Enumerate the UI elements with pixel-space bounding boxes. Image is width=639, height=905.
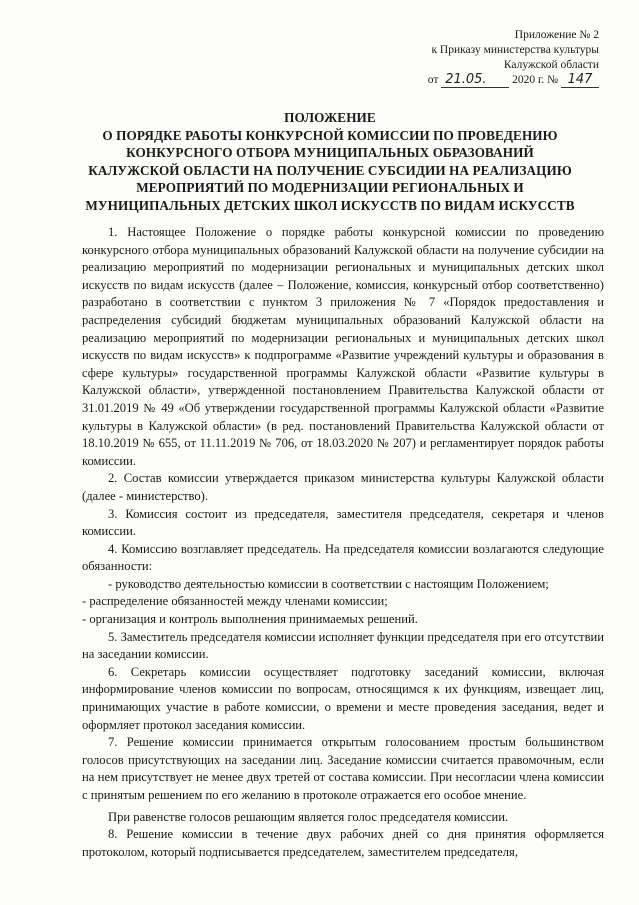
appendix-header (359, 28, 599, 88)
paragraph-5: 5. Заместитель председателя комиссии исполняет функции председателя при его отсутствии на заседании комиссии. (82, 629, 604, 662)
paragraph-7: 7. Решение комиссии принимается открытым голосованием простым большинством голосов присутствующих на заседании лиц. Заседание комиссии считается правомочным, если на нем присутствует не менее двух третей от состава комиссии. При несогласии члена комиссии с принятым решением по его желанию в протоколе отражается его особое мнение. (82, 735, 604, 802)
paragraph-4-item: - распределение обязанностей между членами комиссии; (82, 594, 388, 609)
handwritten-date: 21.05. (441, 73, 509, 88)
paragraph-8: 8. Решение комиссии в течение двух рабочих дней со дня принятия оформляется протоколом, который подписывается председателем, заместителем председателя, (82, 827, 604, 859)
title-line: ПОЛОЖЕНИЕ (284, 110, 376, 125)
paragraph-4-item: - организация и контроль выполнения принимаемых решений. (82, 612, 418, 627)
appendix-region: Калужской области (503, 59, 599, 71)
year-text: 2020 г. № (512, 74, 559, 86)
title-line: КАЛУЖСКОЙ ОБЛАСТИ НА ПОЛУЧЕНИЕ СУБСИДИИ НА РЕАЛИЗАЦИЮ (88, 162, 572, 178)
paragraph-7-note: При равенстве голосов решающим является голос председателя комиссии. (108, 809, 509, 824)
title-line: О ПОРЯДКЕ РАБОТЫ КОНКУРСНОЙ КОМИССИИ ПО ПРОВЕДЕНИЮ (102, 127, 558, 143)
paragraph-3: 3. Комиссия состоит из председателя, заместителя председателя, секретаря и членов комиссии. (82, 506, 604, 539)
appendix-date-line (359, 73, 599, 88)
paragraph-4-item: - руководство деятельностью комиссии в соответствии с настоящим Положением; (108, 576, 549, 591)
title-line: МУНИЦИПАЛЬНЫХ ДЕТСКИХ ШКОЛ ИСКУССТВ ПО ВИДАМ ИСКУССТВ (85, 197, 575, 213)
appendix-order-ref: к Приказу министерства культуры (431, 44, 599, 56)
paragraph-1: 1. Настоящее Положение о порядке работы конкурсной комиссии по проведению конкурсного отбора муниципальных образований Калужской области на получение субсидии на реализацию мероприятий по модернизации региональных и муниципальных детских школ искусств по видам искусств (далее – Положение, комиссия, конкурсный отбор соответственно) разработано в соответствии с пунктом 3 приложения № 7 «Порядок предоставления и распределения субсидий бюджетам муниципальных образований Калужской области на реализацию мероприятий по модернизации региональных и муниципальных детских школ искусств по видам искусств» к подпрограмме «Развитие учреждений культуры и образования в сфере культуры» государственной программы Калужской области «Развитие культуры в Калужской области», утвержденной постановлением Правительства Калужской области от 31.01.2019 № 49 «Об утверждении государственной программы Калужской области «Развитие культуры в Калужской области» (в ред. постановлений Правительства Калужской области от 18.10.2019 № 655, от 11.11.2019 № 706, от 18.03.2020 № 207) и регламентирует порядок работы комиссии. (82, 225, 604, 468)
title-line: МЕРОПРИЯТИЙ ПО МОДЕРНИЗАЦИИ РЕГИОНАЛЬНЫХ И (136, 180, 524, 195)
document-title (60, 109, 600, 214)
document-body (82, 224, 604, 861)
paragraph-4: 4. Комиссию возглавляет председатель. На председателя комиссии возлагаются следующие обязанности: (82, 541, 604, 574)
paragraph-6: 6. Секретарь комиссии осуществляет подготовку заседаний комиссии, включая информирование членов комиссии по вопросам, относящимся к их функциям, извещает лиц, принимающих участие в работе комиссии, о времени и месте проведения заседания, ведет и оформляет протокол заседания комиссии. (82, 664, 604, 732)
date-prefix: от (427, 74, 439, 86)
appendix-number: Приложение № 2 (514, 29, 599, 41)
handwritten-number: 147 (561, 73, 599, 88)
paragraph-2: 2. Состав комиссии утверждается приказом министерства культуры Калужской области (далее - министерство). (82, 471, 604, 503)
title-line: КОНКУРСНОГО ОТБОРА МУНИЦИПАЛЬНЫХ ОБРАЗОВАНИЙ (126, 145, 534, 160)
